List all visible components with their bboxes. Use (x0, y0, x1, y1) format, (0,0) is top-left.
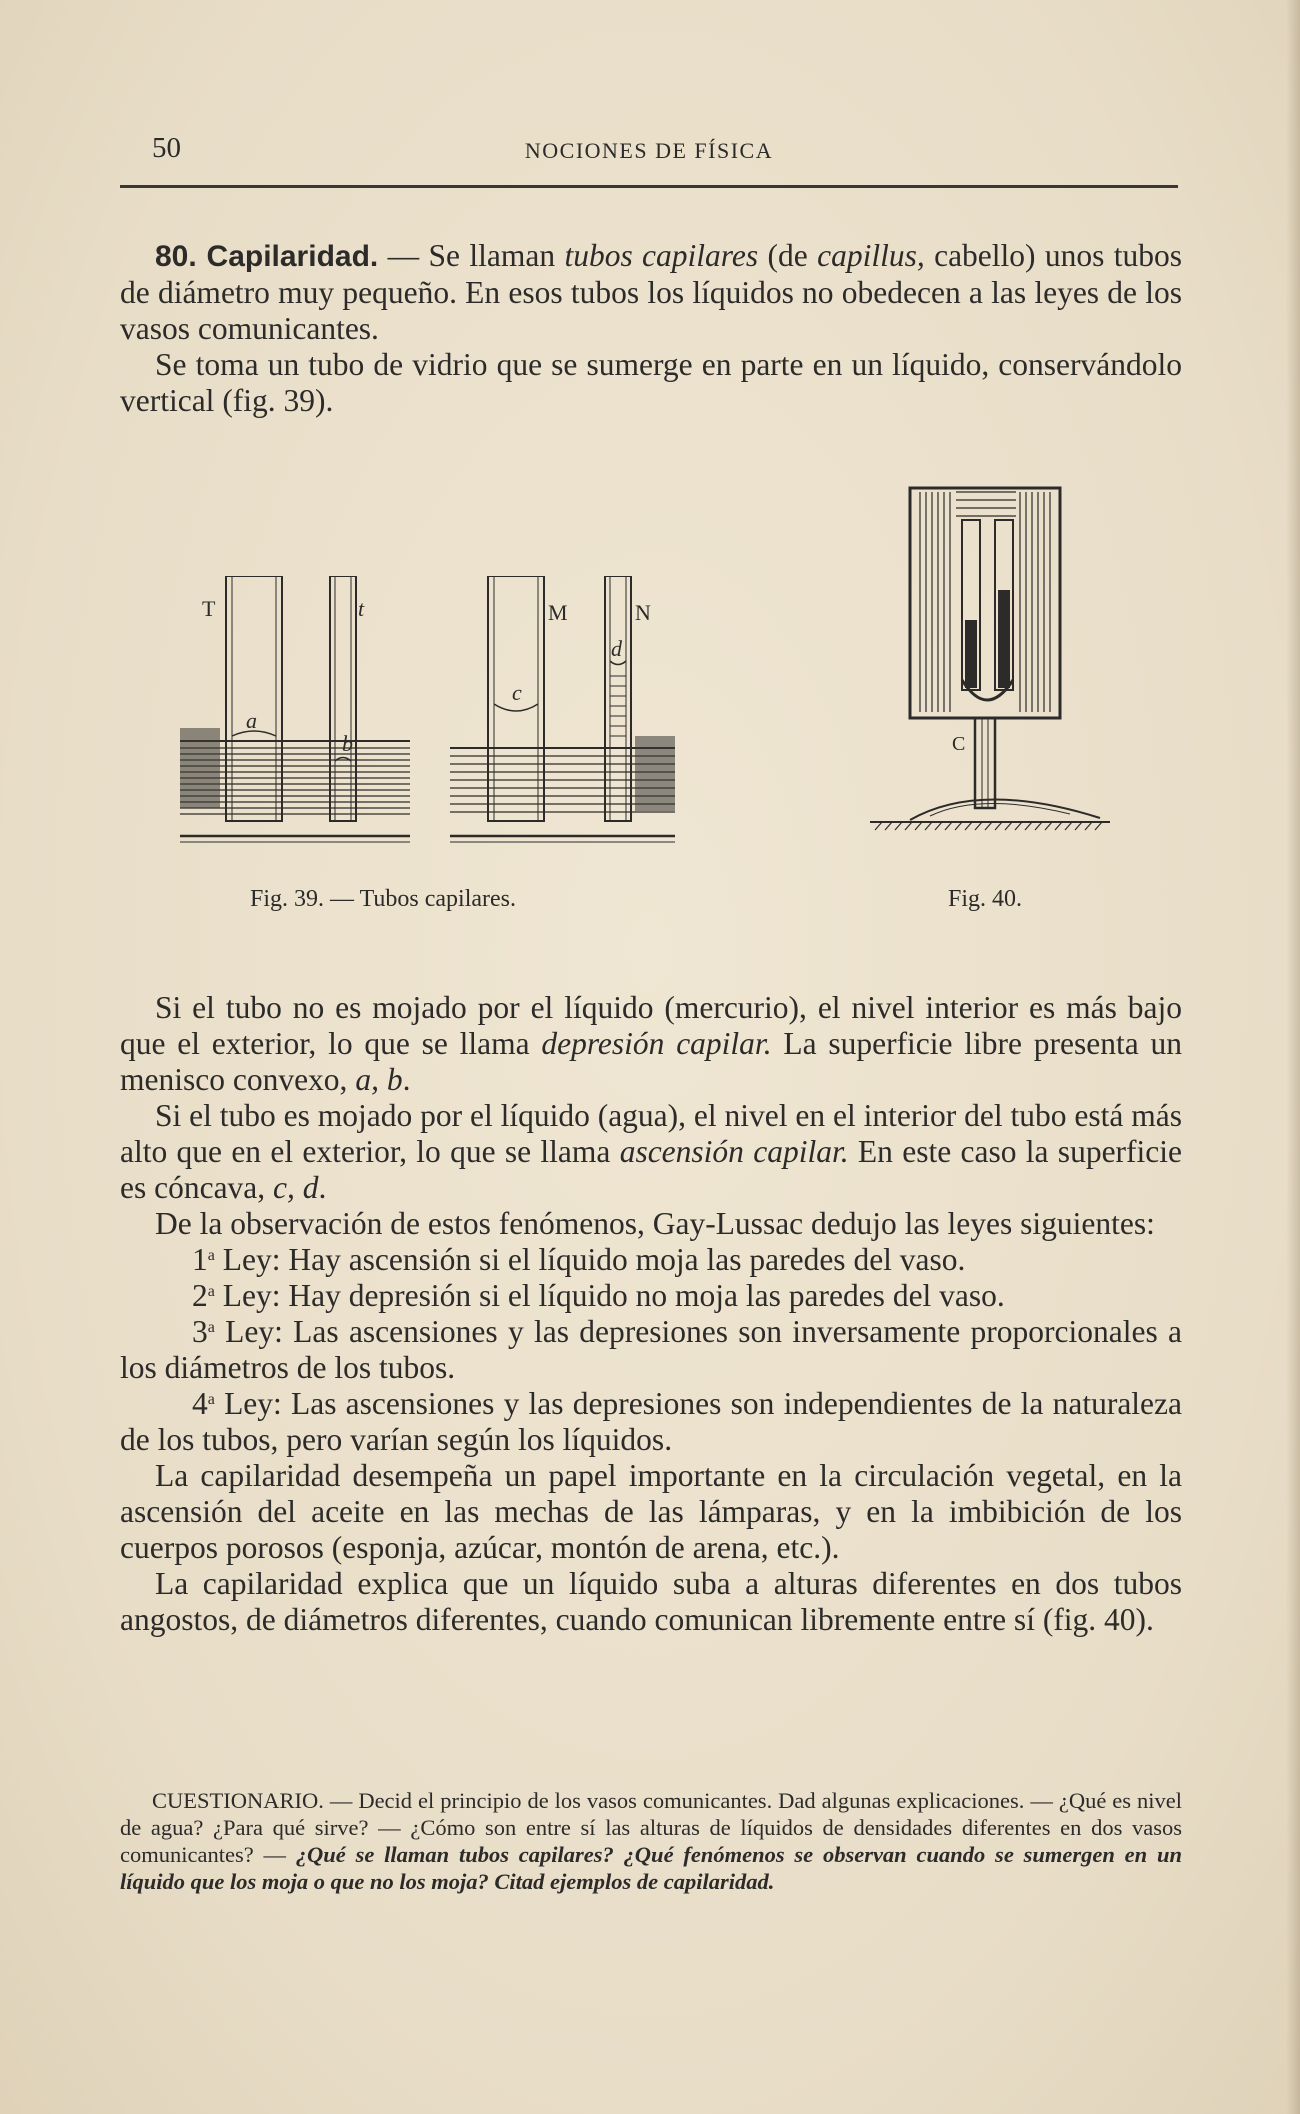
fig-40-caption: Fig. 40. (948, 886, 1023, 912)
body-text (120, 990, 1182, 1638)
svg-text:t: t (358, 596, 365, 621)
law-3: 3$^a$ Ley: Las ascensiones y las depresiones son inversamente proporcionales a los diámetros de los tubos. (120, 1314, 1182, 1385)
page-number: 50 (152, 132, 181, 164)
svg-text:c: c (512, 680, 522, 705)
section-80-paragraph (120, 238, 1182, 419)
header-rule (120, 185, 1178, 188)
paragraph-ascension: Si el tubo es mojado por el líquido (agua), el nivel en el interior del tubo está más alto que en el exterior, lo que se llama ascensión capilar. En este caso la superficie es cóncava, c, d. (120, 1098, 1182, 1205)
page-header (120, 132, 1178, 172)
svg-text:M: M (548, 600, 568, 625)
law-1: 1$^a$ Ley: Hay ascensión si el líquido moja las paredes del vaso. (192, 1242, 966, 1277)
section-80-text-2: Se toma un tubo de vidrio que se sumerge en parte en un líquido, conservándolo vertical (fig. 39). (120, 347, 1182, 418)
svg-text:a: a (246, 708, 257, 733)
page-edge-shadow (1286, 0, 1300, 2114)
law-4: 4$^a$ Ley: Las ascensiones y las depresiones son independientes de la naturaleza de los tubos, pero varían según los líquidos. (120, 1386, 1182, 1457)
paragraph-explains: La capilaridad explica que un líquido suba a alturas diferentes en dos tubos angostos, de diámetros diferentes, cuando comunican libremente entre sí (fig. 40). (120, 1566, 1182, 1637)
paragraph-gay-lussac: De la observación de estos fenómenos, Gay-Lussac dedujo las leyes siguientes: (155, 1206, 1155, 1241)
fig-39-caption: Fig. 39. — Tubos capilares. (250, 886, 517, 912)
law-2: 2$^a$ Ley: Hay depresión si el líquido no moja las paredes del vaso. (192, 1278, 1005, 1313)
paragraph-role: La capilaridad desempeña un papel importante en la circulación vegetal, en la ascensión del aceite en las mechas de las lámparas, y en la imbibición de los cuerpos porosos (esponja, azúcar, montón de arena, etc.). (120, 1458, 1182, 1565)
svg-text:N: N (635, 600, 651, 625)
fig-39-capillary-tubes (180, 576, 810, 856)
figures-row (120, 480, 1182, 930)
svg-text:d: d (611, 636, 622, 661)
svg-text:b: b (342, 731, 353, 756)
questionnaire: CUESTIONARIO. — Decid el principio de los vasos comunicantes. Dad algunas explicaciones. — ¿Qué es nivel de agua? ¿Para qué sirve? — ¿Cómo son entre sí las alturas de líquidos de densidades diferentes en dos vasos comunicantes? — ¿Qué se llaman tubos capilares? ¿Qué fenómenos se observan cuando se sumergen en un líquido que los moja o que no los moja? Citad ejemplos de capilaridad. (120, 1788, 1182, 1894)
paragraph-depression: Si el tubo no es mojado por el líquido (mercurio), el nivel interior es más bajo que el exterior, lo que se llama depresión capilar. La superficie libre presenta un menisco convexo, a, b. (120, 990, 1182, 1097)
svg-text:T: T (202, 596, 216, 621)
svg-text:C: C (952, 733, 966, 755)
section-80-text: 80. Capilaridad. — Se llaman tubos capilares (de capillus, cabello) unos tubos de diámetro muy pequeño. En esos tubos los líquidos no obedecen a las leyes de los vasos comunicantes. (120, 238, 1183, 346)
fig-40-communicating-tubes (870, 480, 1250, 850)
running-title: NOCIONES DE FÍSICA (524, 138, 774, 163)
section-heading: 80. Capilaridad. (155, 240, 379, 273)
